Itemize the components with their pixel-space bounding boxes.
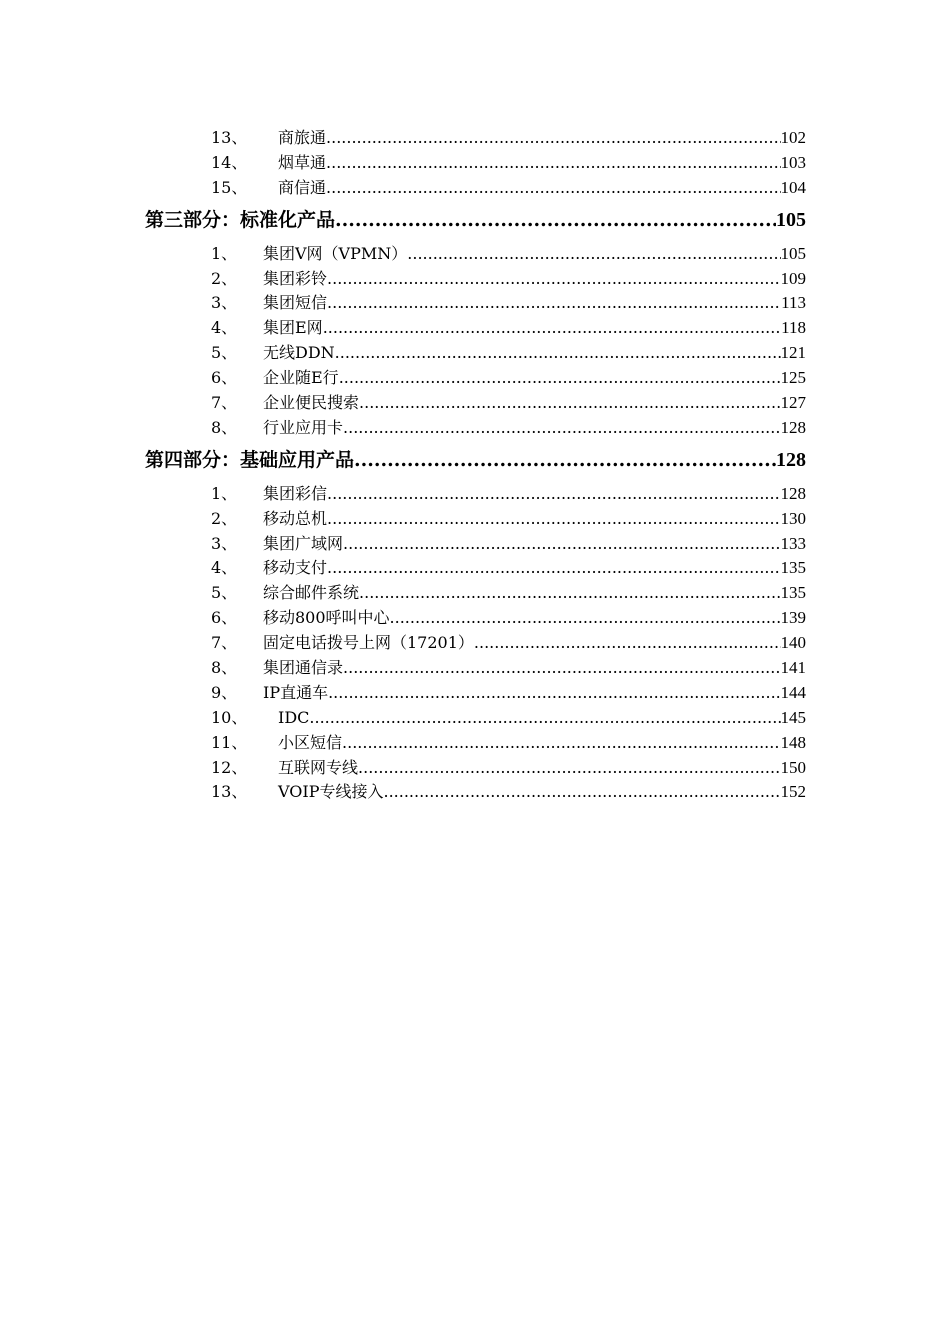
- toc-entry-page: 135: [780, 583, 806, 603]
- toc-entry[interactable]: [145, 267, 806, 292]
- dot-leader: [342, 731, 780, 756]
- toc-entry-title: 小区短信: [278, 732, 343, 752]
- dot-leader: [323, 316, 781, 341]
- toc-entry-number: 13、: [211, 782, 248, 802]
- toc-entry-page: 127: [780, 393, 806, 413]
- toc-entry-page: 144: [780, 682, 806, 702]
- toc-entry-page: 104: [780, 177, 806, 197]
- toc-entry[interactable]: [145, 341, 806, 366]
- toc-entry[interactable]: [145, 706, 806, 731]
- toc-entry-number: 13、: [211, 128, 248, 147]
- toc-entry-title: 烟草通: [278, 152, 327, 172]
- toc-entry-title: 商旅通: [278, 128, 327, 147]
- toc-entry-title: 移动800呼叫中心: [263, 608, 390, 628]
- dot-leader: [327, 291, 781, 316]
- dot-leader: [335, 341, 781, 366]
- dot-leader: [343, 532, 780, 557]
- toc-entry-number: 6、: [211, 608, 238, 628]
- toc-entry-number: 7、: [211, 633, 238, 653]
- toc-entry[interactable]: [145, 366, 806, 391]
- toc-entry[interactable]: [145, 416, 806, 441]
- toc-entry-title: 综合邮件系统: [263, 583, 360, 603]
- toc-entry-number: 8、: [211, 417, 238, 437]
- toc-part-title: 第四部分：基础应用产品: [145, 448, 355, 471]
- toc-part-heading[interactable]: [145, 207, 806, 233]
- toc-entry-title: IP直通车: [263, 682, 329, 702]
- dot-leader: [326, 126, 780, 151]
- dot-leader: [326, 151, 780, 176]
- dot-leader: [407, 242, 780, 267]
- toc-entry[interactable]: [145, 151, 806, 176]
- dot-leader: [326, 176, 780, 201]
- toc-entry-page: 128: [780, 417, 806, 437]
- toc-entry-number: 8、: [211, 658, 238, 678]
- toc-entry-page: 140: [780, 633, 806, 653]
- toc-entry-page: 118: [781, 318, 806, 338]
- toc-entry-number: 12、: [211, 757, 248, 777]
- toc-entry-page: 135: [780, 558, 806, 578]
- toc-entry-page: 105: [780, 243, 806, 263]
- toc-entry-number: 5、: [211, 583, 238, 603]
- toc-entry-page: 103: [780, 152, 806, 172]
- toc-entry-page: 148: [780, 732, 806, 752]
- dot-leader: [390, 606, 781, 631]
- toc-entry-number: 1、: [211, 243, 238, 263]
- dot-leader: [328, 681, 780, 706]
- toc-entry-page: 109: [780, 268, 806, 288]
- toc-part-heading[interactable]: [145, 447, 806, 473]
- toc-entry-page: 128: [780, 483, 806, 503]
- toc-entry-number: 7、: [211, 393, 238, 413]
- toc-entry-page: 130: [780, 508, 806, 528]
- toc-entry-title: 行业应用卡: [263, 417, 344, 437]
- dot-leader: [309, 706, 780, 731]
- toc-entry-title: 移动总机: [263, 508, 328, 528]
- dot-leader: [327, 507, 780, 532]
- toc-entry[interactable]: [145, 532, 806, 557]
- toc-entry-page: 150: [780, 757, 806, 777]
- toc-entry-title: IDC: [278, 707, 310, 727]
- dot-leader: [359, 391, 780, 416]
- toc-entry-page: 113: [781, 293, 806, 313]
- toc-entry[interactable]: [145, 681, 806, 706]
- toc-entry[interactable]: [145, 756, 806, 781]
- toc-entry-number: 2、: [211, 508, 238, 528]
- toc-entry-number: 15、: [211, 177, 248, 197]
- dot-leader: [354, 447, 776, 473]
- toc-entry-number: 1、: [211, 483, 238, 503]
- table-of-contents: [145, 126, 806, 805]
- toc-entry-title: 无线DDN: [263, 343, 335, 363]
- toc-entry-number: 3、: [211, 293, 238, 313]
- toc-entry[interactable]: [145, 176, 806, 201]
- toc-entry-page: 121: [780, 343, 806, 363]
- dot-leader: [327, 556, 780, 581]
- toc-entry-title: 集团短信: [263, 293, 328, 313]
- toc-part-title: 第三部分：标准化产品: [145, 208, 336, 231]
- toc-entry-title: 集团彩铃: [263, 268, 328, 288]
- toc-entry-number: 3、: [211, 533, 238, 553]
- toc-entry-title: 互联网专线: [278, 757, 359, 777]
- toc-entry-title: VOIP专线接入: [278, 782, 384, 802]
- toc-entry-page: 125: [780, 368, 806, 388]
- dot-leader: [327, 482, 780, 507]
- toc-entry[interactable]: [145, 242, 806, 267]
- toc-entry[interactable]: [145, 126, 806, 151]
- toc-entry-number: 2、: [211, 268, 238, 288]
- toc-entry-page: 152: [780, 782, 806, 802]
- toc-entry[interactable]: [145, 731, 806, 756]
- dot-leader: [343, 656, 780, 681]
- toc-entry-title: 移动支付: [263, 558, 328, 578]
- toc-entry-page: 102: [780, 128, 806, 147]
- toc-entry-title: 集团V网（VPMN）: [263, 243, 408, 263]
- dot-leader: [335, 207, 776, 233]
- toc-entry-number: 14、: [211, 152, 248, 172]
- toc-entry-number: 4、: [211, 318, 238, 338]
- toc-entry-number: 10、: [211, 707, 248, 727]
- toc-entry[interactable]: [145, 556, 806, 581]
- toc-entry[interactable]: [145, 656, 806, 681]
- toc-entry-page: 133: [780, 533, 806, 553]
- toc-entry-title: 集团E网: [263, 318, 323, 338]
- toc-entry-page: 145: [780, 707, 806, 727]
- toc-entry-title: 集团广域网: [263, 533, 344, 553]
- toc-entry-page: 139: [780, 608, 806, 628]
- toc-entry[interactable]: [145, 507, 806, 532]
- dot-leader: [383, 780, 780, 805]
- dot-leader: [327, 267, 780, 292]
- toc-entry-number: 9、: [211, 682, 238, 702]
- toc-entry-title: 固定电话拨号上网（17201）: [263, 633, 474, 653]
- toc-entry-number: 5、: [211, 343, 238, 363]
- dot-leader: [359, 581, 780, 606]
- toc-entry-number: 4、: [211, 558, 238, 578]
- toc-entry-title: 集团通信录: [263, 658, 344, 678]
- toc-part-page: 105: [776, 208, 806, 231]
- dot-leader: [474, 631, 781, 656]
- toc-entry-number: 6、: [211, 368, 238, 388]
- toc-entry[interactable]: [145, 780, 806, 805]
- dot-leader: [343, 416, 780, 441]
- toc-entry-page: 141: [780, 658, 806, 678]
- toc-part-page: 128: [776, 448, 806, 471]
- toc-entry-title: 集团彩信: [263, 483, 328, 503]
- toc-entry-title: 企业便民搜索: [263, 393, 360, 413]
- toc-entry[interactable]: [145, 291, 806, 316]
- toc-entry[interactable]: [145, 316, 806, 341]
- toc-entry-number: 11、: [211, 732, 248, 752]
- toc-entry[interactable]: [145, 581, 806, 606]
- toc-entry[interactable]: [145, 391, 806, 416]
- toc-entry[interactable]: [145, 606, 806, 631]
- toc-entry-title: 企业随E行: [263, 368, 339, 388]
- dot-leader: [358, 756, 780, 781]
- dot-leader: [339, 366, 781, 391]
- toc-entry-title: 商信通: [278, 177, 327, 197]
- toc-entry[interactable]: [145, 482, 806, 507]
- toc-entry[interactable]: [145, 631, 806, 656]
